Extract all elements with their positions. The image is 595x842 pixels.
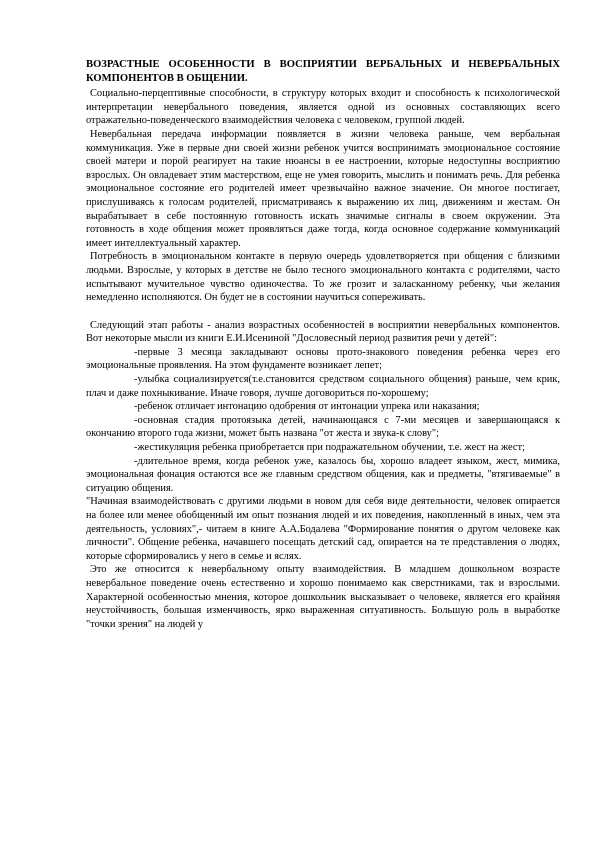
paragraph-2: Невербальная передача информации появляется в жизни человека раньше, чем вербальная коммуникация. Уже в первые дни своей жизни ребенок учится воспринимать эмоциональное состояние своей матери и порой реагирует на такие нюансы в ее настроении, которые недоступны восприятию взрослых. Он овладевает этим мастерством, еще не умея говорить, мыслить и понимать речь. Для ребенка эмоциональное состояние его родителей имеет чрезвычайно важное значение. Он многое постигает, прислушиваясь к голосам родителей, присматриваясь к выражению их лиц, движениям и жестам. Он вырабатывает в себе постоянную готовность искать значимые сигналы в своем окружении. Эта готовность в ходе общения может проявляться даже тогда, когда основное содержание коммуникаций имеет интеллектуальный характер. [86,128,560,249]
document-body [86,58,560,631]
paragraph-4: Следующий этап работы - анализ возрастных особенностей в восприятии невербальных компонентов. Вот некоторые мысли из книги Е.И.Исениной "Дословесный период развития речи у детей": [86,319,560,345]
list-item: -длительное время, когда ребенок уже, казалось бы, хорошо владеет языком, жест, мимика, эмоциональная фонация остаются все же главным средством общения, как и предметы, "втягиваемые" в ситуацию общения. [86,455,560,494]
paragraph-1: Социально-перцептивные способности, в структуру которых входит и способность к психологической интерпретации невербального поведения, является одной из основных составляющих всего отражательно-поведенческого взаимодействия человека с человеком, группой людей. [86,88,560,127]
list-item: -основная стадия протоязыка детей, начинающаяся с 7-ми месяцев и завершающаяся к окончанию второго года жизни, может быть названа "от жеста и звука-к слову"; [86,414,560,440]
document-title: ВОЗРАСТНЫЕ ОСОБЕННОСТИ В ВОСПРИЯТИИ ВЕРБАЛЬНЫХ И НЕВЕРБАЛЬНЫХ КОМПОНЕНТОВ В ОБЩЕНИИ. [86,59,560,84]
paragraph-3: Потребность в эмоциональном контакте в первую очередь удовлетворяется при общения с близкими людьми. Взрослые, у которых в детстве не было тесного эмоционального контакта с родителями, часто испытывают мучительное чувство одиночества. То же грозит и заласканному ребенку, чьи желания немедленно исполняются. Он будет не в состоянии научиться сопереживать. [86,251,560,304]
paragraph-6: Это же относится к невербальному опыту взаимодействия. В младшем дошкольном возрасте невербальное поведение очень естественно и хорошо понимаемо как сверстниками, так и взрослыми. Характерной особенностью мнения, которое дошкольник высказывает о человеке, является его крайняя неустойчивость, большая изменчивость, ярко выраженная ситуативность. Большую роль в выработке "точки зрения" на людей у [86,564,560,630]
paragraph-5: "Начиная взаимодействовать с другими людьми в новом для себя виде деятельности, человек опирается на более или менее обобщенный им опыт познания людей и их поведения, накопленный в иных, чем эта деятельность, условиях",- читаем в книге А.А.Бодалева "Формирование понятия о другом человеке как личности". Общение ребенка, начавшего посещать детский сад, опирается на те представления о людях, которые сформировались у него в семье и яслях. [86,496,560,562]
list-item: -улыбка социализируется(т.е.становится средством социального общения) раньше, чем крик, плач и даже похныкивание. Иначе говоря, лучше договориться по-хорошему; [86,374,560,399]
list-item: -первые 3 месяца закладывают основы прото-знакового поведения ребенка через его эмоциональные проявления. На этом фундаменте возникает лепет; [86,346,560,372]
paragraph-gap [86,305,560,319]
list-item: -ребенок отличает интонацию одобрения от интонации упрека или наказания; [134,401,480,413]
list-item: -жестикуляция ребенка приобретается при подражательном обучении, т.е. жест на жест; [134,442,525,454]
